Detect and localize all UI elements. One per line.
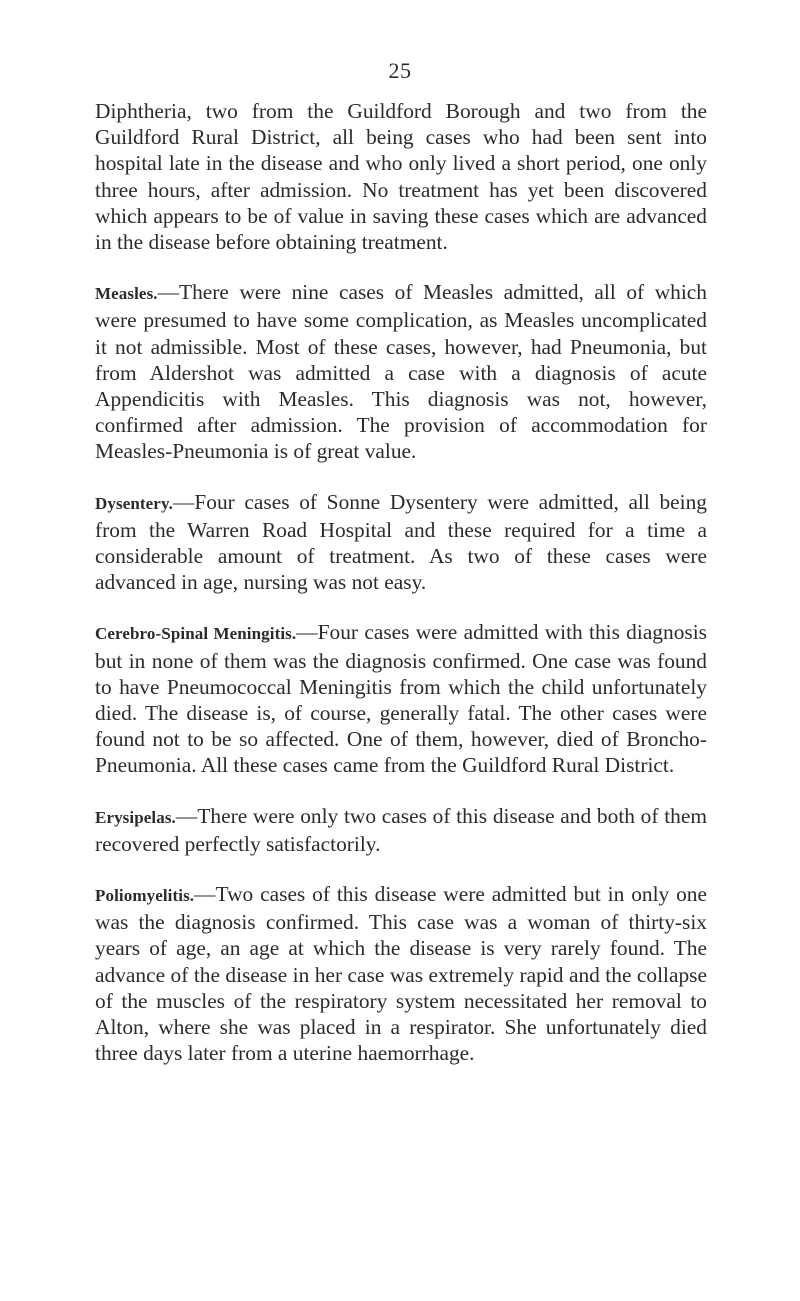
paragraph-text: —Four cases of Sonne Dysentery were admitted, all being from the Warren Road Hospital and these required for a time a considerable amount of treatment. As two of these cases were advanced in age, nursing was not easy.: [95, 489, 707, 595]
section-heading-erysipelas: Erysipelas.: [95, 807, 176, 827]
section-heading-measles: Measles.: [95, 284, 158, 304]
page-body: [95, 98, 707, 1067]
page-number: 25: [388, 58, 412, 83]
section-heading-cerebro-spinal-meningitis: Cerebro-Spinal Meningitis.: [95, 624, 297, 644]
section-heading-poliomyelitis: Poliomyelitis.: [95, 886, 195, 906]
section-heading-dysentery: Dysentery.: [95, 493, 173, 513]
paragraph-text: —Four cases were admitted with this diagnosis but in none of them was the diagnosis confirmed. One case was found to have Pneumococcal Meningitis from which the child unfortunately died. The disease is, of course, generally fatal. The other cases were found not to be so affected. One of them, however, died of Broncho-Pneumonia. All these cases came from the Guildford Rural District.: [95, 620, 707, 778]
paragraph-text: —Two cases of this disease were admitted but in only one was the diagnosis confirmed. This case was a woman of thirty-six years of age, an age at which the disease is very rarely found. The advance of the disease in her case was extremely rapid and the collapse of the muscles of the respiratory system necessitated her removal to Alton, where she was placed in a respirator. She unfortunately died three days later from a uterine haemorrhage.: [95, 882, 707, 1066]
paragraph-text: —There were nine cases of Measles admitted, all of which were presumed to have some complication, as Measles uncomplicated it not admissible. Most of these cases, however, had Pneumonia, but from Aldershot was admitted a case with a diagnosis of acute Appendicitis with Measles. This diagnosis was not, however, confirmed after admission. The provision of accommodation for Measles-Pneumonia is of great value.: [95, 280, 707, 464]
paragraph-cerebro-spinal-meningitis: [95, 619, 707, 778]
paragraph-measles: [95, 279, 707, 464]
paragraph-poliomyelitis: [95, 881, 707, 1066]
paragraph-diphtheria: [95, 98, 707, 255]
paragraph-text: Diphtheria, two from the Guildford Borough and two from the Guildford Rural District, all being cases who had been sent into hospital late in the disease and who only lived a short period, one only three hours, after admission. No treatment has yet been discovered which appears to be of value in saving these cases which are advanced in the disease before obtaining treatment.: [95, 99, 707, 255]
paragraph-dysentery: [95, 489, 707, 596]
paragraph-text: —There were only two cases of this disease and both of them recovered perfectly satisfactorily.: [95, 803, 707, 856]
paragraph-erysipelas: [95, 803, 707, 857]
